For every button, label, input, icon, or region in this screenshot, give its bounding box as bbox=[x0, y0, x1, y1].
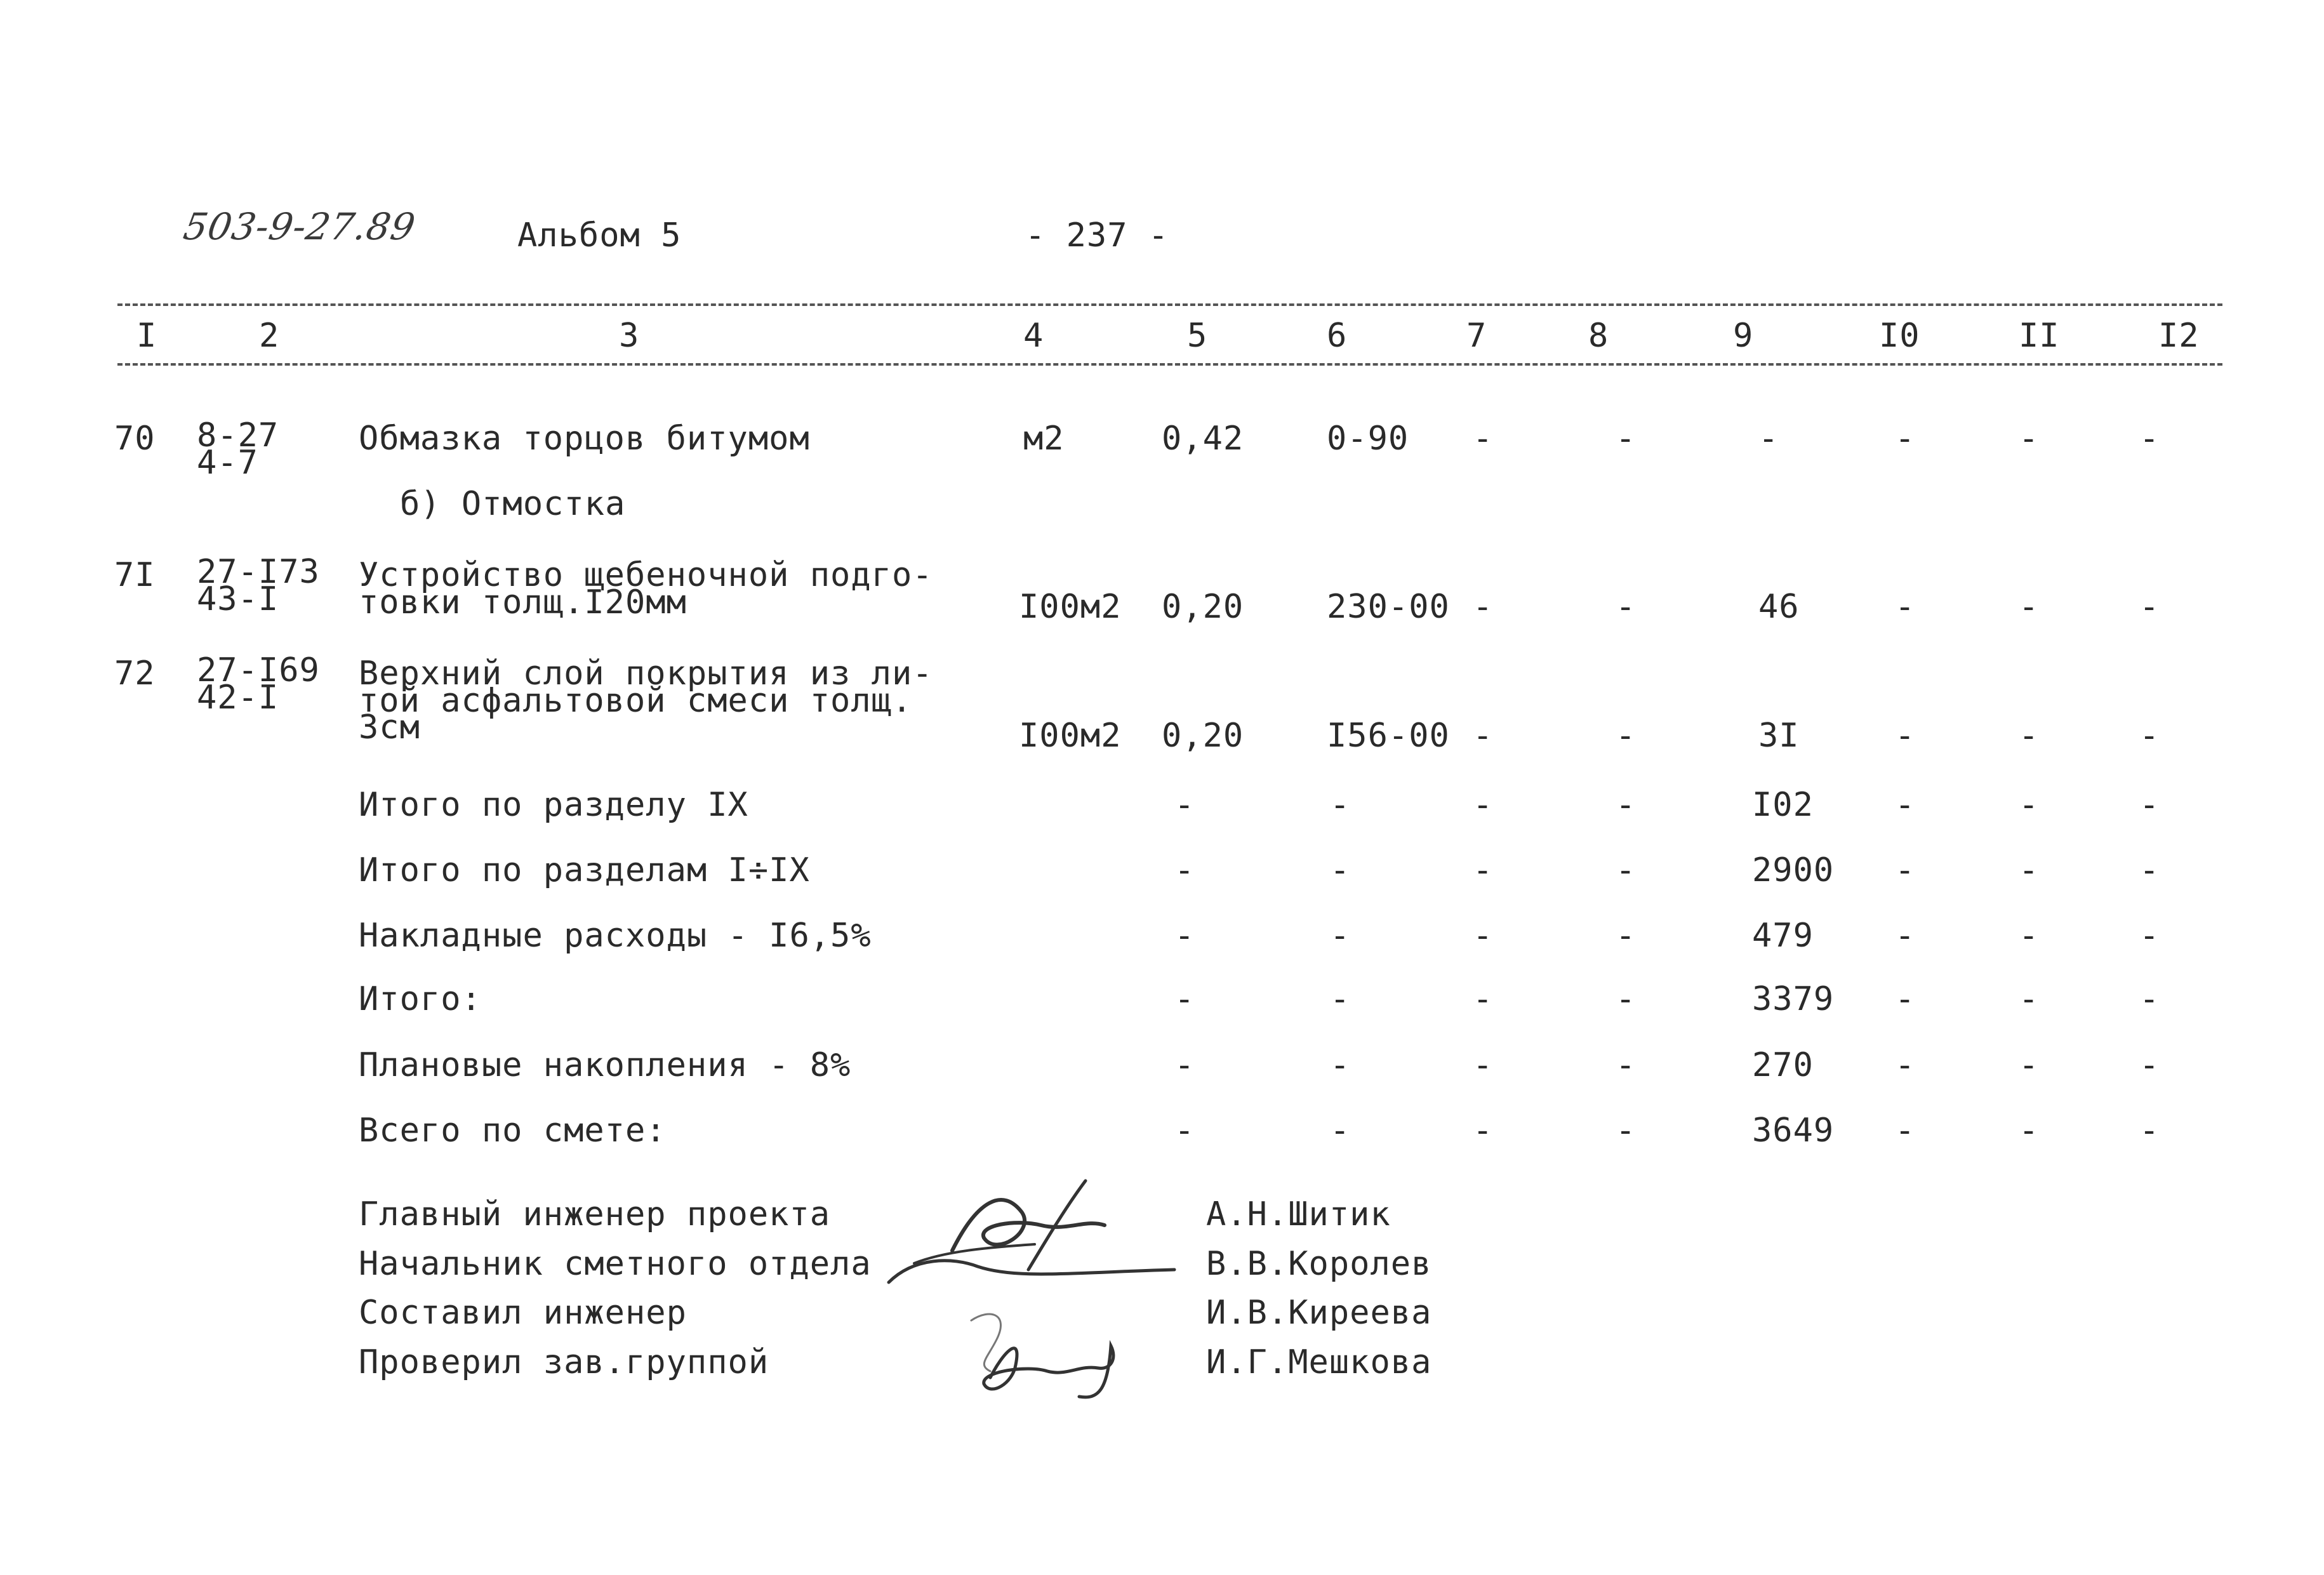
row-unit: I00м2 bbox=[1019, 717, 1122, 755]
row-number: 72 bbox=[114, 655, 156, 693]
row-col12: - bbox=[2139, 717, 2160, 755]
total-label: Итого: bbox=[359, 980, 482, 1018]
total-col12: - bbox=[2139, 1112, 2160, 1150]
total-col7: - bbox=[1473, 786, 1494, 824]
total-col10: - bbox=[1895, 851, 1916, 889]
row-name: Устройство щебеночной подго- товки толщ.I20мм bbox=[359, 556, 933, 621]
section-subheading: б) Отмостка bbox=[400, 485, 626, 523]
row-code: 27-I69 42-I bbox=[197, 651, 320, 717]
total-col11: - bbox=[2019, 786, 2040, 824]
total-col8: - bbox=[1616, 851, 1637, 889]
row-code: 8-27 4-7 bbox=[197, 416, 279, 482]
total-col8: - bbox=[1616, 1112, 1637, 1150]
total-col12: - bbox=[2139, 917, 2160, 955]
total-col8: - bbox=[1616, 917, 1637, 955]
signature-name: А.Н.Шитик bbox=[1206, 1195, 1391, 1233]
row-price: 0-90 bbox=[1327, 420, 1409, 458]
row-col8: - bbox=[1616, 717, 1637, 755]
row-price: I56-00 bbox=[1327, 717, 1450, 755]
row-col12: - bbox=[2139, 588, 2160, 626]
signature-role: Составил инженер bbox=[359, 1294, 687, 1332]
total-col5: - bbox=[1174, 980, 1195, 1018]
row-col10: - bbox=[1895, 717, 1916, 755]
total-label: Всего по смете: bbox=[359, 1112, 667, 1150]
total-label: Итого по разделу IX bbox=[359, 786, 748, 824]
total-col10: - bbox=[1895, 917, 1916, 955]
total-col5: - bbox=[1174, 917, 1195, 955]
row-col11: - bbox=[2019, 588, 2040, 626]
col-header-1: I bbox=[136, 317, 157, 355]
total-col11: - bbox=[2019, 851, 2040, 889]
total-col11: - bbox=[2019, 980, 2040, 1018]
row-name: Обмазка торцов битумом bbox=[359, 420, 810, 458]
row-quantity: 0,42 bbox=[1162, 420, 1244, 458]
total-col8: - bbox=[1616, 786, 1637, 824]
total-col12: - bbox=[2139, 786, 2160, 824]
total-col5: - bbox=[1174, 786, 1195, 824]
row-col9: 3I bbox=[1758, 717, 1800, 755]
total-label: Плановые накопления - 8% bbox=[359, 1046, 851, 1084]
total-col11: - bbox=[2019, 1046, 2040, 1084]
row-col12: - bbox=[2139, 420, 2160, 458]
row-unit: I00м2 bbox=[1019, 588, 1122, 626]
total-col5: - bbox=[1174, 1112, 1195, 1150]
row-col7: - bbox=[1473, 717, 1494, 755]
total-col9: I02 bbox=[1752, 786, 1814, 824]
total-col8: - bbox=[1616, 980, 1637, 1018]
header-top-rule bbox=[117, 303, 2222, 306]
total-label: Накладные расходы - I6,5% bbox=[359, 917, 872, 955]
row-col7: - bbox=[1473, 420, 1494, 458]
total-col7: - bbox=[1473, 1112, 1494, 1150]
col-header-8: 8 bbox=[1588, 317, 1609, 355]
row-number: 7I bbox=[114, 556, 156, 594]
total-col9: 3379 bbox=[1752, 980, 1835, 1018]
row-name: Верхний слой покрытия из ли- той асфальтовой смеси толщ. 3см bbox=[359, 655, 933, 747]
total-col12: - bbox=[2139, 1046, 2160, 1084]
row-price: 230-00 bbox=[1327, 588, 1450, 626]
handwritten-signature-2 bbox=[952, 1295, 1143, 1403]
signature-name: В.В.Королев bbox=[1206, 1245, 1432, 1283]
signature-role: Начальник сметного отдела bbox=[359, 1245, 872, 1283]
total-col6: - bbox=[1330, 1112, 1351, 1150]
col-header-9: 9 bbox=[1733, 317, 1754, 355]
total-col12: - bbox=[2139, 980, 2160, 1018]
total-col9: 479 bbox=[1752, 917, 1814, 955]
signature-name: И.В.Киреева bbox=[1206, 1294, 1432, 1332]
row-col11: - bbox=[2019, 420, 2040, 458]
signature-name: И.Г.Мешкова bbox=[1206, 1343, 1432, 1381]
row-code: 27-I73 43-I bbox=[197, 553, 320, 618]
col-header-6: 6 bbox=[1327, 317, 1348, 355]
signature-role: Главный инженер проекта bbox=[359, 1195, 831, 1233]
total-col6: - bbox=[1330, 786, 1351, 824]
total-col7: - bbox=[1473, 917, 1494, 955]
row-col8: - bbox=[1616, 588, 1637, 626]
row-col10: - bbox=[1895, 420, 1916, 458]
document-code: 503-9-27.89 bbox=[180, 205, 419, 248]
total-col9: 3649 bbox=[1752, 1112, 1835, 1150]
row-unit: м2 bbox=[1023, 420, 1065, 458]
total-col10: - bbox=[1895, 1046, 1916, 1084]
total-col5: - bbox=[1174, 1046, 1195, 1084]
col-header-10: I0 bbox=[1879, 317, 1920, 355]
row-number: 70 bbox=[114, 420, 156, 458]
total-col6: - bbox=[1330, 1046, 1351, 1084]
signature-role: Проверил зав.группой bbox=[359, 1343, 769, 1381]
total-col7: - bbox=[1473, 980, 1494, 1018]
col-header-5: 5 bbox=[1187, 317, 1208, 355]
total-col6: - bbox=[1330, 980, 1351, 1018]
total-col6: - bbox=[1330, 851, 1351, 889]
col-header-3: 3 bbox=[619, 317, 640, 355]
total-col11: - bbox=[2019, 1112, 2040, 1150]
col-header-11: II bbox=[2019, 317, 2060, 355]
row-col7: - bbox=[1473, 588, 1494, 626]
total-col5: - bbox=[1174, 851, 1195, 889]
row-quantity: 0,20 bbox=[1162, 588, 1244, 626]
total-col7: - bbox=[1473, 851, 1494, 889]
row-col11: - bbox=[2019, 717, 2040, 755]
row-col9: - bbox=[1758, 420, 1779, 458]
header-bottom-rule bbox=[117, 363, 2222, 366]
row-col9: 46 bbox=[1758, 588, 1800, 626]
total-col10: - bbox=[1895, 1112, 1916, 1150]
total-col7: - bbox=[1473, 1046, 1494, 1084]
total-col12: - bbox=[2139, 851, 2160, 889]
album-label: Альбом 5 bbox=[517, 216, 682, 255]
total-col10: - bbox=[1895, 786, 1916, 824]
total-col10: - bbox=[1895, 980, 1916, 1018]
page-number: - 237 - bbox=[1025, 216, 1169, 255]
total-col9: 270 bbox=[1752, 1046, 1814, 1084]
total-col6: - bbox=[1330, 917, 1351, 955]
col-header-2: 2 bbox=[259, 317, 280, 355]
col-header-7: 7 bbox=[1466, 317, 1487, 355]
total-col8: - bbox=[1616, 1046, 1637, 1084]
total-col11: - bbox=[2019, 917, 2040, 955]
handwritten-signature-1 bbox=[876, 1162, 1181, 1301]
total-label: Итого по разделам I÷IX bbox=[359, 851, 810, 889]
row-col10: - bbox=[1895, 588, 1916, 626]
row-quantity: 0,20 bbox=[1162, 717, 1244, 755]
col-header-4: 4 bbox=[1023, 317, 1044, 355]
total-col9: 2900 bbox=[1752, 851, 1835, 889]
col-header-12: I2 bbox=[2158, 317, 2200, 355]
row-col8: - bbox=[1616, 420, 1637, 458]
